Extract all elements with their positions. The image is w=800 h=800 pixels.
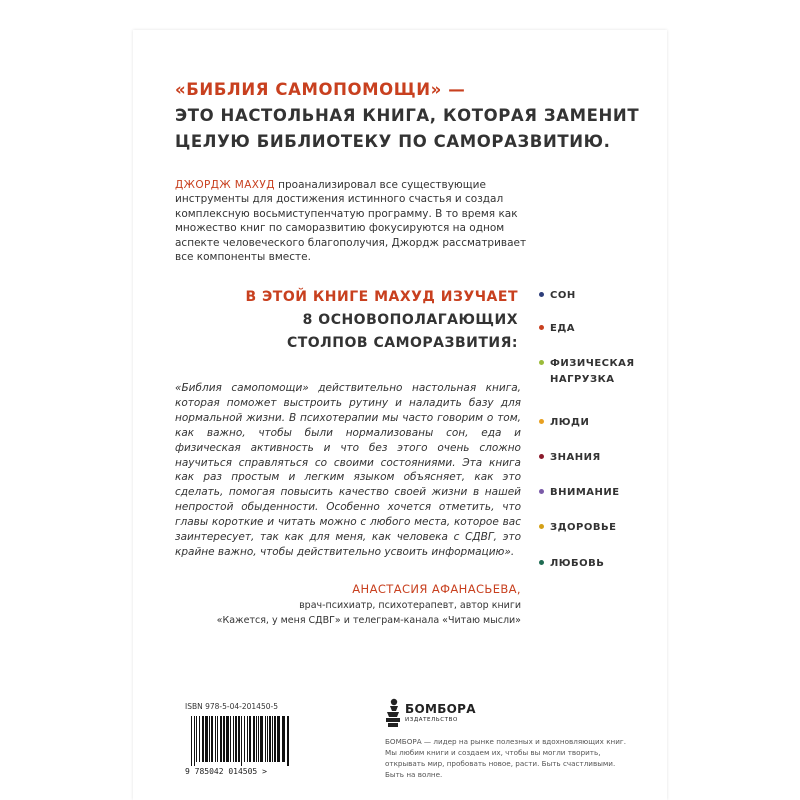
barcode-bar bbox=[241, 716, 242, 766]
barcode-bar bbox=[249, 716, 251, 762]
publisher-subtitle: ИЗДАТЕЛЬСТВО bbox=[405, 717, 458, 723]
pillar-label: ФИЗИЧЕСКАЯ НАГРУЗКА bbox=[550, 358, 635, 385]
barcode-bar bbox=[217, 716, 218, 762]
bullet-dot-icon bbox=[539, 524, 544, 529]
pillars-heading-line-1: В ЭТОЙ КНИГЕ МАХУД ИЗУЧАЕТ bbox=[245, 289, 518, 305]
bullet-dot-icon bbox=[539, 325, 544, 330]
barcode-bar bbox=[215, 716, 216, 762]
barcode-bar bbox=[230, 716, 231, 762]
barcode-bar bbox=[238, 716, 240, 762]
barcode-bar bbox=[272, 716, 273, 762]
barcode-digits: 9 785042 014505 > bbox=[185, 767, 267, 776]
barcode-bar bbox=[205, 716, 208, 762]
reviewer-works: «Кажется, у меня СДВГ» и телеграм-канала «Читаю мысли» bbox=[216, 615, 521, 626]
pillars-heading-line-2: 8 ОСНОВОПОЛАГАЮЩИХ bbox=[302, 312, 518, 328]
isbn-barcode-block bbox=[185, 702, 297, 776]
barcode-bar bbox=[235, 716, 237, 762]
pillar-label: ЛЮДИ bbox=[550, 417, 590, 428]
barcode-bar bbox=[260, 716, 263, 762]
pillar-item bbox=[539, 556, 659, 572]
pillar-item bbox=[539, 356, 659, 388]
pillar-label: ВНИМАНИЕ bbox=[550, 487, 620, 498]
bullet-dot-icon bbox=[539, 454, 544, 459]
pillars-heading-line-3: СТОЛПОВ САМОРАЗВИТИЯ: bbox=[286, 335, 518, 351]
barcode-bar bbox=[269, 716, 271, 762]
barcode-bar bbox=[282, 716, 285, 762]
barcode-bar bbox=[211, 716, 213, 762]
publisher-name: БОМБОРА bbox=[405, 702, 476, 716]
barcode-bar bbox=[287, 716, 289, 766]
pillar-item bbox=[539, 415, 659, 431]
barcode-bar bbox=[209, 716, 210, 762]
publisher-logo bbox=[385, 696, 495, 732]
pillar-label: ЛЮБОВЬ bbox=[550, 558, 605, 569]
pillar-item bbox=[539, 288, 659, 304]
barcode-bar bbox=[196, 716, 197, 762]
barcode-bar bbox=[233, 716, 234, 762]
pillar-item bbox=[539, 450, 659, 466]
headline-line-2: ЭТО НАСТОЛЬНАЯ КНИГА, КОТОРАЯ ЗАМЕНИТ bbox=[175, 106, 640, 125]
bullet-dot-icon bbox=[539, 360, 544, 365]
barcode-bar bbox=[199, 716, 200, 762]
pillar-item bbox=[539, 520, 659, 536]
barcode-bar bbox=[202, 716, 204, 762]
headline-line-1: «БИБЛИЯ САМОПОМОЩИ» — bbox=[175, 80, 466, 99]
barcode-bar bbox=[267, 716, 268, 762]
barcode-bar bbox=[274, 716, 276, 762]
barcode-bar bbox=[265, 716, 266, 762]
barcode-bar bbox=[191, 716, 192, 766]
barcode-bar bbox=[226, 716, 229, 762]
barcode-bar bbox=[247, 716, 248, 762]
pillar-label: ЗНАНИЯ bbox=[550, 452, 601, 463]
barcode-bar bbox=[258, 716, 259, 762]
pillar-item bbox=[539, 485, 659, 501]
barcode-icon bbox=[185, 716, 297, 766]
barcode-bar bbox=[194, 716, 195, 766]
barcode-bar bbox=[244, 716, 245, 762]
back-cover bbox=[133, 30, 667, 800]
bombora-logo-icon bbox=[385, 698, 401, 728]
bullet-dot-icon bbox=[539, 292, 544, 297]
barcode-bar bbox=[220, 716, 222, 762]
bullet-dot-icon bbox=[539, 419, 544, 424]
barcode-bar bbox=[253, 716, 255, 762]
pillar-label: ЕДА bbox=[550, 323, 575, 334]
review-attribution bbox=[175, 581, 521, 628]
reviewer-role: врач-психиатр, психотерапевт, автор книги bbox=[299, 600, 521, 611]
barcode-bar bbox=[256, 716, 257, 762]
isbn-label: ISBN 978-5-04-201450-5 bbox=[185, 702, 278, 711]
pillar-label: ЗДОРОВЬЕ bbox=[550, 522, 617, 533]
review-quote: «Библия самопомощи» действительно настольная книга, которая поможет выстроить рутину и наладить базу для нормальной жизни. В психотерапии мы часто говорим о том, как важно, чтобы были нормализованы сон, еда и физическая активность и что без этого очень сложно научиться справляться со своими состояниями. Эта книга как раз простым и легким языком объясняет, как это сделать, помогая повысить качество своей жизни в нашей непростой обыденности. Особенно хочется отметить, что главы короткие и читать можно с любого места, которое вас заинтересует, так как для меня, как человека с СДВГ, это крайне важно, чтобы действительно усвоить информацию». bbox=[175, 382, 521, 558]
bullet-dot-icon bbox=[539, 560, 544, 565]
intro-text: проанализировал все существующие инструменты для достижения истинного счастья и создал комплексную восьмиступенчатую программу. В то время как множество книг по саморазвитию фокусируются на одном аспекте человеческого благополучия, Джордж рассматривает все компоненты вместе. bbox=[175, 179, 527, 264]
headline bbox=[175, 77, 655, 155]
pillars-heading bbox=[243, 286, 518, 355]
reviewer-name: АНАСТАСИЯ АФАНАСЬЕВА, bbox=[352, 582, 521, 596]
pillar-item bbox=[539, 321, 659, 337]
headline-line-3: ЦЕЛУЮ БИБЛИОТЕКУ ПО САМОРАЗВИТИЮ. bbox=[175, 132, 611, 151]
barcode-bar bbox=[277, 716, 280, 762]
intro-paragraph bbox=[175, 178, 535, 264]
bullet-dot-icon bbox=[539, 489, 544, 494]
barcode-bar bbox=[223, 716, 225, 762]
pillar-label: СОН bbox=[550, 290, 576, 301]
intro-author: ДЖОРДЖ МАХУД bbox=[175, 179, 275, 191]
publisher-description: БОМБОРА — лидер на рынке полезных и вдохновляющих книг. Мы любим книги и создаем их, чтобы вы могли творить, открывать мир, пробовать новое, расти. Быть счастливыми. Быть на волне. bbox=[385, 737, 626, 779]
